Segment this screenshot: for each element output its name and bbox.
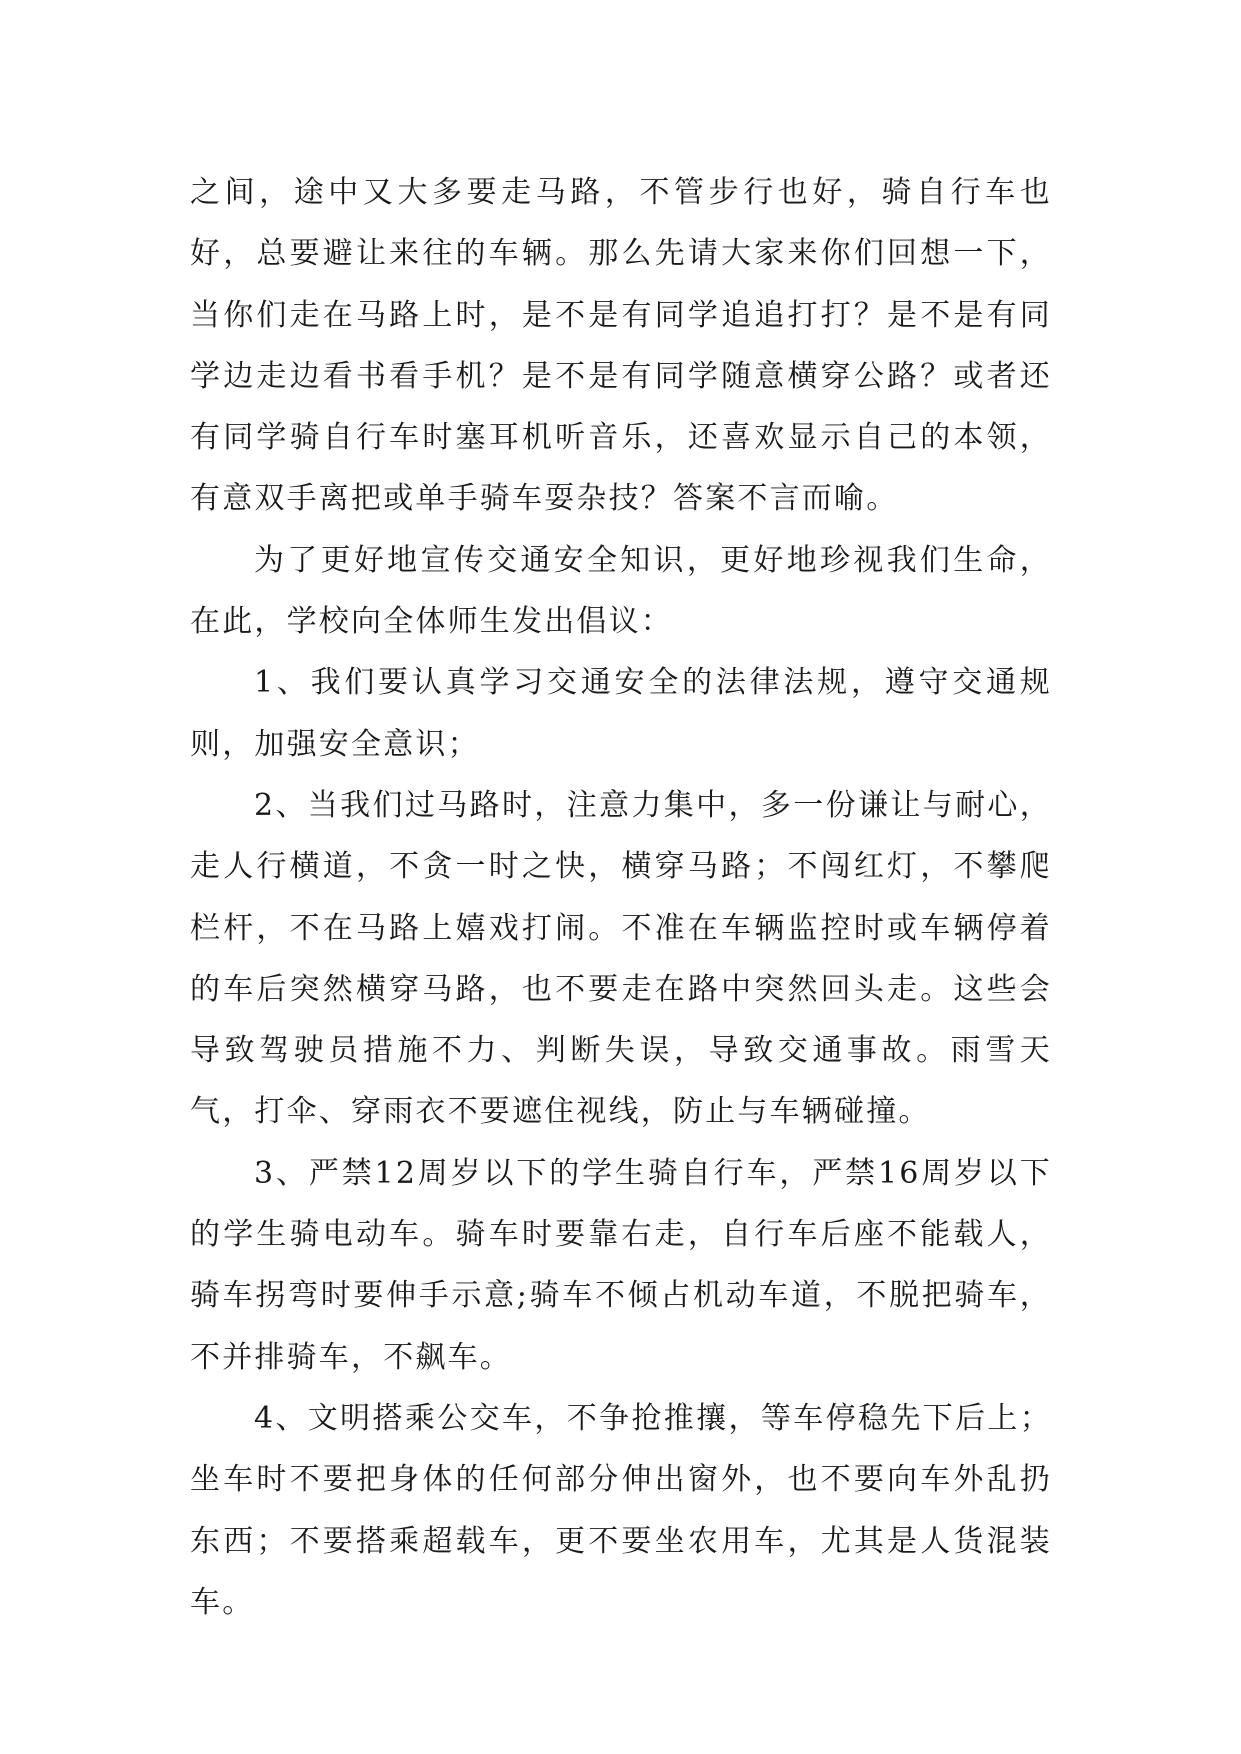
paragraph-item-2: 2、当我们过马路时，注意力集中，多一份谦让与耐心，走人行横道，不贪一时之快，横穿马路；不闯红灯，不攀爬栏杆，不在马路上嬉戏打闹。不准在车辆监控时或车辆停着的车后突然横穿马路，也不要走在路中突然回头走。这些会导致驾驶员措施不力、判断失误，导致交通事故。雨雪天气，打伞、穿雨衣不要遮住视线，防止与车辆碰撞。: [190, 787, 1052, 1130]
paragraph-item-3: 3、严禁12周岁以下的学生骑自行车，严禁16周岁以下的学生骑电动车。骑车时要靠右走，自行车后座不能载人，骑车拐弯时要伸手示意;骑车不倾占机动车道，不脱把骑车，不并排骑车，不飙车。: [190, 1155, 1052, 1375]
paragraph-continuation: 之间，途中又大多要走马路，不管步行也好，骑自行车也好，总要避让来往的车辆。那么先请大家来你们回想一下，当你们走在马路上时，是不是有同学追追打打？是不是有同学边走边看书看手机？是不是有同学随意横穿公路？或者还有同学骑自行车时塞耳机听音乐，还喜欢显示自己的本领，有意双手离把或单手骑车耍杂技？答案不言而喻。: [190, 175, 1052, 517]
paragraph-proposal-intro: 为了更好地宣传交通安全知识，更好地珍视我们生命，在此，学校向全体师生发出倡议：: [190, 542, 1052, 640]
paragraph-item-4: 4、文明搭乘公交车，不争抢推攘，等车停稳先下后上；坐车时不要把身体的任何部分伸出窗外，也不要向车外乱扔东西；不要搭乘超载车，更不要坐农用车，尤其是人货混装车。: [190, 1400, 1052, 1620]
paragraph-item-1: 1、我们要认真学习交通安全的法律法规，遵守交通规则，加强安全意识；: [190, 665, 1052, 762]
document-body: [190, 162, 1052, 1633]
